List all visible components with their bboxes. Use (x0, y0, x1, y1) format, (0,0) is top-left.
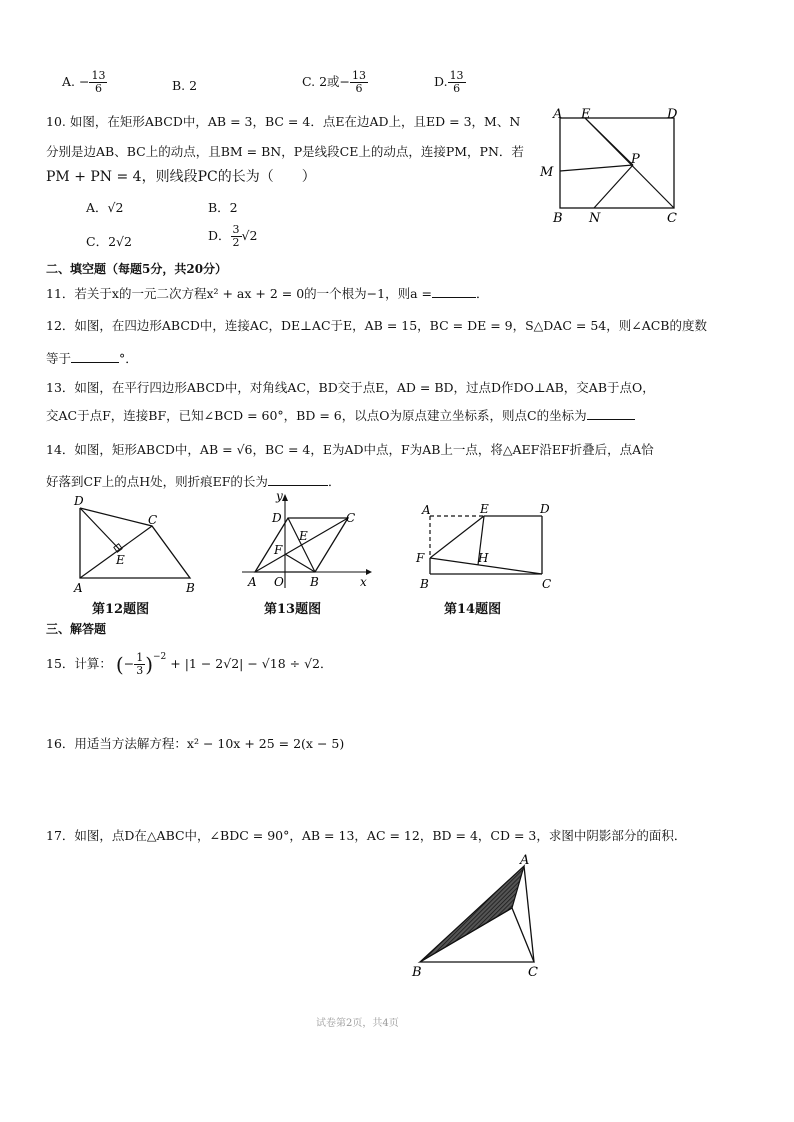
q10-label-a: A (553, 108, 563, 122)
fig13-label-y: y (276, 492, 283, 503)
q10-option-c: C．2√2 (86, 234, 132, 249)
q12-line2: 等于 °． (46, 351, 138, 366)
fig13-label-a: A (248, 575, 257, 589)
q10-segment-ed (585, 118, 633, 165)
fig12-de (80, 508, 120, 550)
fig12-label-a: A (74, 581, 83, 595)
fig13-label-x: x (360, 575, 367, 589)
fig13-x-arrow (366, 569, 372, 575)
fig13 (238, 492, 378, 592)
q11-blank[interactable] (432, 297, 476, 298)
q17: 17．如图，点D在△ABC中，∠BDC = 90°，AB = 13，AC = 12，BD = 4，CD = 3，求图中阴影部分的面积． (46, 828, 687, 843)
fig13-label-o: O (274, 575, 284, 589)
q9-option-c: C. 2或− $\frac{13}{6}$ (302, 69, 367, 96)
q10-label-d: D (667, 108, 678, 122)
q9-option-b: B. 2 (172, 78, 198, 93)
fig14-label-d: D (540, 502, 550, 516)
fig14-label-e: E (480, 502, 489, 516)
fig13-label-c: C (346, 511, 356, 525)
fig13-y-arrow (282, 494, 288, 501)
fig13-caption: 第13题图 (264, 602, 322, 617)
q16: 16．用适当方法解方程：x² − 10x + 25 = 2(x − 5) (46, 736, 345, 751)
q10-line2: 分别是边AB、BC上的动点，且BM = BN，P是线段CE上的动点，连接PM，PN．若 (46, 144, 524, 159)
page-footer: 试卷第2页，共4页 (316, 1018, 399, 1029)
fig13-label-d: D (272, 511, 282, 525)
q10-option-a: A．√2 (86, 200, 124, 215)
section-2-heading: 二、填空题（每题5分，共20分） (46, 262, 228, 276)
q14-line2: 好落到CF上的点H处，则折痕EF的长为 ． (46, 474, 341, 489)
q15: 15．计算： (− $\frac{1}{3}$ )$^{-2}$ + |1 − 2√2| − √18 ÷ √2． (46, 651, 333, 678)
q17-side-ac (524, 866, 534, 962)
fig14-label-h: H (478, 551, 489, 565)
q12-blank[interactable] (71, 362, 119, 363)
fig12 (68, 494, 208, 598)
q10-figure (535, 108, 695, 228)
q13-line1: 13．如图，在平行四边形ABCD中，对角线AC，BD交于点E，AD = BD，过点D作DO⊥AB，交AB于点O， (46, 380, 655, 395)
q11: 11．若关于x的一元二次方程x² + ax + 2 = 0的一个根为−1，则a = ． (46, 286, 489, 301)
q10-option-d: D． $\frac{3}{2}$ √2 (208, 223, 258, 250)
fig12-caption: 第12题图 (92, 602, 150, 617)
fig14-label-c: C (542, 577, 552, 591)
fig12-label-d: D (74, 494, 84, 508)
fig12-quad (80, 508, 190, 578)
q10-option-b: B．2 (208, 200, 238, 215)
q10-segment-pn (594, 165, 633, 208)
fig14 (412, 498, 572, 594)
q17-shaded-region (420, 866, 524, 962)
fig14-ef (430, 516, 484, 558)
q17-label-c: C (528, 965, 538, 980)
fig14-label-b: B (420, 577, 429, 591)
q9-option-d: D. $\frac{13}{6}$ (434, 69, 464, 96)
q14-blank[interactable] (268, 485, 328, 486)
q10-label-c: C (667, 211, 677, 226)
q10-label-n: N (589, 211, 601, 226)
q9-option-a: A. − $\frac{13}{6}$ (62, 69, 106, 96)
fig14-label-a: A (422, 503, 431, 517)
fig14-label-f: F (416, 551, 425, 565)
fig13-label-f: F (274, 543, 283, 557)
fig14-caption: 第14题图 (444, 602, 502, 617)
fig12-label-e: E (116, 553, 125, 567)
q13-blank[interactable] (587, 419, 635, 420)
q10-label-m: M (540, 165, 554, 180)
fig13-label-e: E (299, 529, 308, 543)
q13-line2: 交AC于点F，连接BF，已知∠BCD = 60°，BD = 6，以点O为原点建立坐标系，则点C的坐标为 (46, 406, 635, 424)
fig13-label-b: B (310, 575, 319, 589)
q10-line3: PM + PN = 4，则线段PC的长为（ ） (46, 169, 316, 185)
q10-rect (560, 118, 674, 208)
q12-line1: 12．如图，在四边形ABCD中，连接AC，DE⊥AC于E，AB = 15，BC = DE = 9，S△DAC = 54，则∠ACB的度数 (46, 318, 707, 333)
q10-segment-pm (560, 165, 633, 171)
q10-label-b: B (553, 211, 563, 226)
q10-label-p: P (631, 152, 640, 167)
q10-label-e: E (581, 108, 591, 122)
q10-line1: 10. 如图，在矩形ABCD中，AB = 3，BC = 4．点E在边AD上，且ED = 3，M、N (46, 114, 521, 129)
section-3-heading: 三、解答题 (46, 622, 107, 636)
q14-line1: 14．如图，矩形ABCD中，AB = √6，BC = 4，E为AD中点，F为AB上一点，将△AEF沿EF折叠后，点A恰 (46, 442, 654, 457)
q17-label-b: B (412, 965, 422, 980)
fig12-label-b: B (186, 581, 195, 595)
fig12-label-c: C (148, 513, 158, 527)
fig12-diagonal-ac (80, 526, 152, 578)
q17-figure (408, 848, 556, 980)
q17-label-a: A (520, 853, 530, 868)
